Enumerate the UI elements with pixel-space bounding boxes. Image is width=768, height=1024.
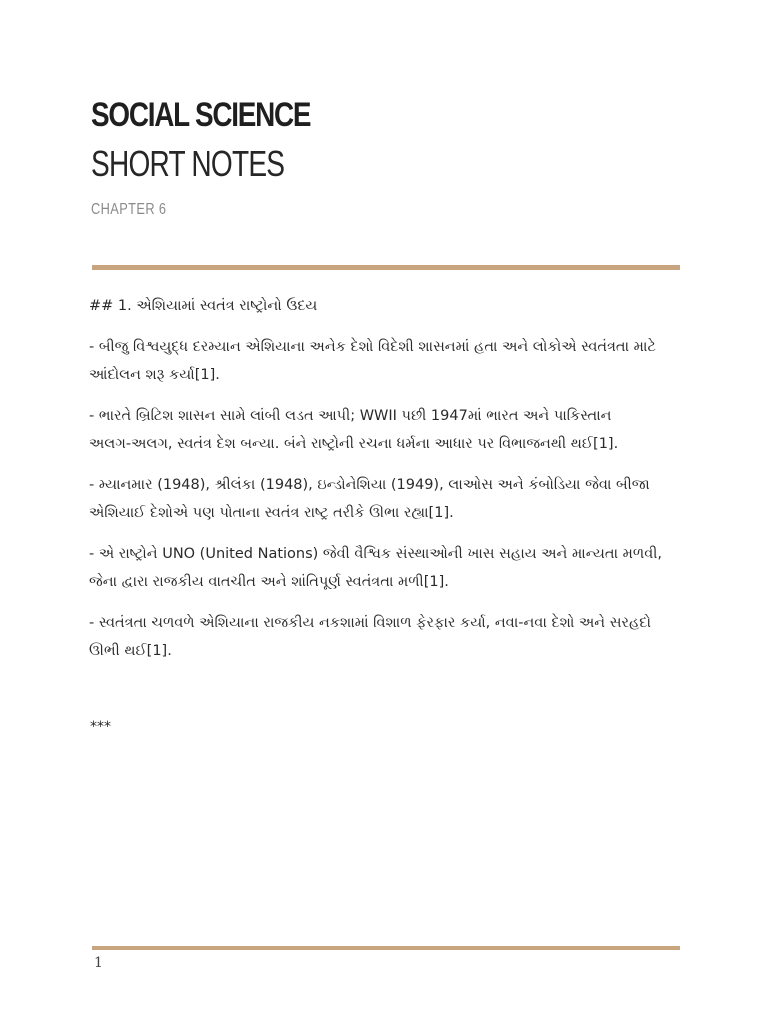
note-line: - એ રાષ્ટ્રોને UNO (United Nations) જેવી વૈશ્વિક સંસ્થાઓની ખાસ સહાય અને માન્યતા મળવી,: [89, 546, 662, 562]
note-line: - બીજુ વિશ્વયુદ્ધ દરમ્યાન એશિયાના અનેક દેશો વિદેશી શાસનમાં હતા અને લોકોએ સ્વતંત્રતા માટે: [89, 339, 656, 355]
note-bullet: [89, 609, 679, 665]
note-line: આંદોલન શરૂ કર્યા[1].: [89, 367, 220, 383]
document-subtitle: SHORT NOTES: [91, 143, 285, 184]
note-line: - ભારતે બ્રિટિશ શાસન સામે લાંબી લડત આપી; WWII પછી 1947માં ભારત અને પાકિસ્તાન: [89, 408, 612, 424]
document-title: SOCIAL SCIENCE: [91, 96, 311, 134]
note-bullet: [89, 471, 679, 527]
note-bullet: [89, 402, 679, 458]
notes-body: [89, 292, 679, 678]
section-separator: ***: [90, 719, 111, 735]
header-divider: [92, 265, 680, 270]
note-line: ઊભી થઈ[1].: [89, 643, 172, 659]
note-bullet: [89, 333, 679, 389]
note-line: અલગ-અલગ, સ્વતંત્ર દેશ બન્યા. બંને રાષ્ટ્રોની રચના ધર્મના આધાર પર વિભાજનથી થઈ[1].: [89, 436, 619, 452]
note-bullet: [89, 540, 679, 596]
note-line: - મ્યાનમાર (1948), શ્રીલંકા (1948), ઇન્ડોનેશિયા (1949), લાઓસ અને કંબોડિયા જેવા બીજા: [89, 477, 650, 493]
chapter-label: CHAPTER 6: [91, 201, 167, 218]
note-line: એશિયાઈ દેશોએ પણ પોતાના સ્વતંત્ર રાષ્ટ્ર તરીકે ઊભા રહ્યા[1].: [89, 505, 454, 521]
note-line: - સ્વતંત્રતા ચળવળે એશિયાના રાજકીય નકશામાં વિશાળ ફેરફાર કર્યા, નવા-નવા દેશો અને સરહદો: [89, 615, 652, 631]
note-line: જેના દ્વારા રાજકીય વાતચીત અને શાંતિપૂર્ણ સ્વતંત્રતા મળી[1].: [89, 574, 449, 590]
footer-divider: [92, 946, 680, 950]
section-heading: ## 1. એશિયામાં સ્વતંત્ર રાષ્ટ્રોનો ઉદય: [89, 298, 318, 314]
page-number: 1: [94, 955, 103, 971]
